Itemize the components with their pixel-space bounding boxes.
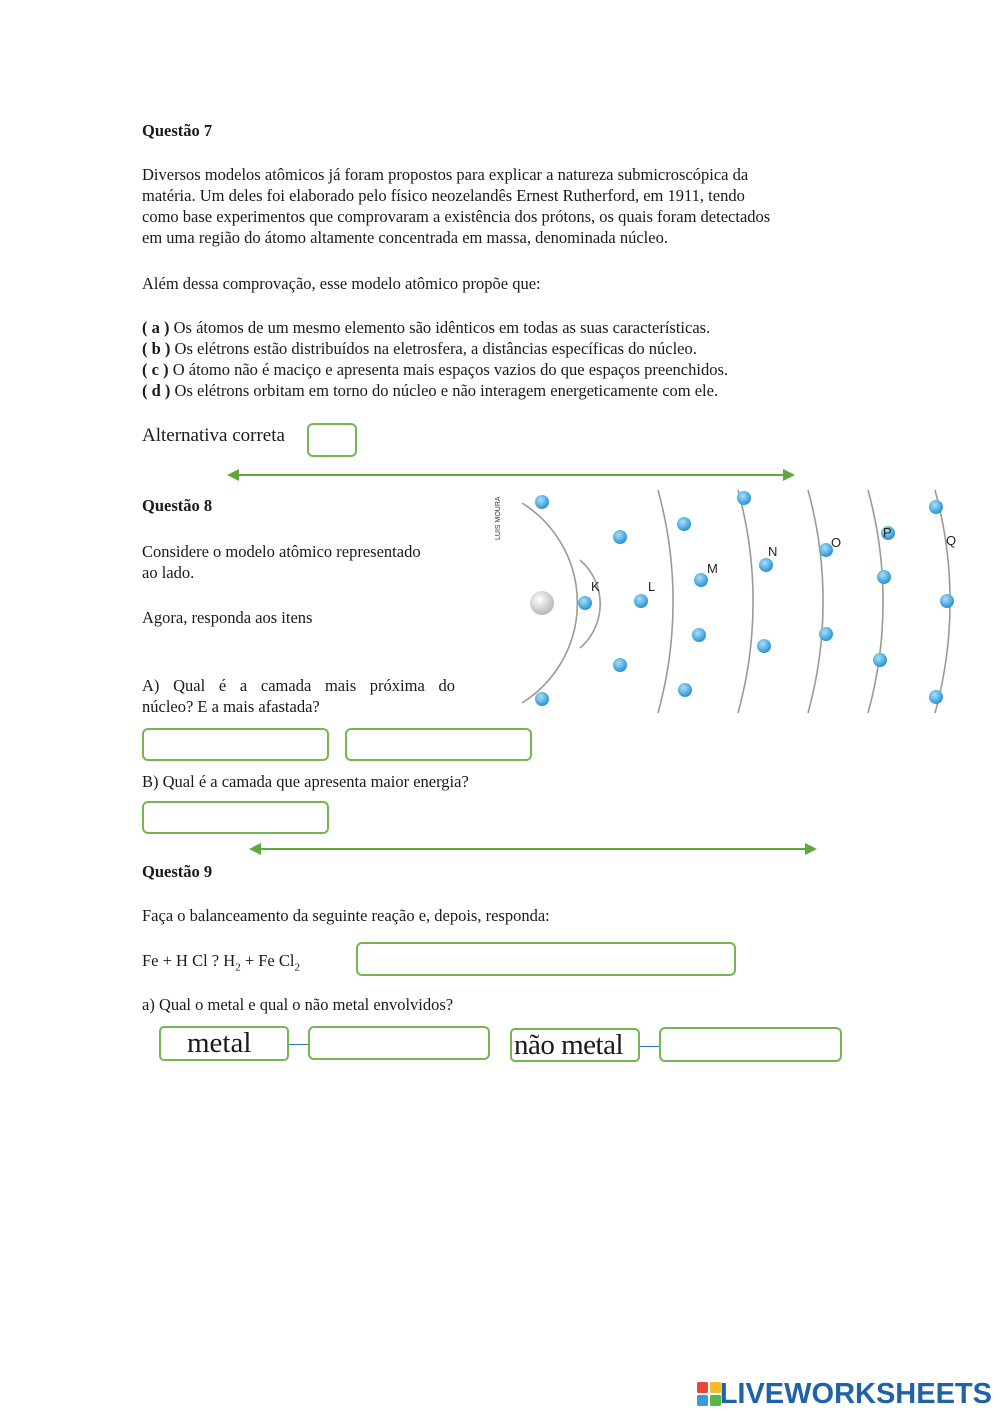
shell-label-k: K — [591, 579, 600, 594]
arrow-right-icon — [805, 843, 817, 855]
shell-label-l: L — [648, 579, 656, 594]
shell-p-orbit — [868, 490, 883, 713]
reaction-subscript: 2 — [294, 961, 300, 974]
electron — [873, 653, 887, 667]
option-d — [142, 380, 728, 401]
q7-paragraph-line: Diversos modelos atômicos já foram propostos para explicar a natureza submicroscópica da — [142, 165, 749, 184]
q8-question-a-line: A) Qual é a camada mais próxima do — [142, 676, 455, 695]
option-text: Os elétrons estão distribuídos na eletrosfera, a distâncias específicas do núcleo. — [170, 339, 697, 358]
q7-paragraph-line: em uma região do átomo altamente concentrada em massa, denominada núcleo. — [142, 228, 668, 247]
electron — [578, 596, 592, 610]
shell-label-q: Q — [946, 533, 957, 548]
shell-n-orbit — [738, 490, 753, 713]
option-text: Os elétrons orbitam em torno do núcleo e não interagem energeticamente com ele. — [170, 381, 719, 400]
option-letter: ( a ) — [142, 318, 170, 337]
q8-farthest-shell-input[interactable] — [345, 728, 532, 761]
answer-label: Alternativa correta — [142, 425, 285, 446]
section-divider — [238, 474, 784, 476]
arrow-right-icon — [783, 469, 795, 481]
option-b — [142, 338, 728, 359]
electron — [694, 573, 708, 587]
reaction-subscript: 2 — [235, 961, 241, 974]
option-a — [142, 317, 728, 338]
electron — [678, 683, 692, 697]
connector-line — [289, 1044, 309, 1045]
metal-input[interactable] — [308, 1026, 490, 1060]
liveworksheets-logo-icon — [697, 1382, 721, 1406]
q8-highest-energy-input[interactable] — [142, 801, 329, 834]
q7-lead: Além dessa comprovação, esse modelo atômico propõe que: — [142, 274, 541, 293]
electron — [692, 628, 706, 642]
arrow-left-icon — [227, 469, 239, 481]
q8-intro-line: ao lado. — [142, 563, 195, 582]
reaction-part: + Fe Cl — [240, 951, 295, 970]
q9-question-a: a) Qual o metal e qual o não metal envolvidos? — [142, 995, 454, 1014]
q9-reaction — [142, 950, 300, 978]
connector-line — [640, 1046, 660, 1047]
nonmetal-input[interactable] — [659, 1027, 842, 1062]
q8-question-b: B) Qual é a camada que apresenta maior energia? — [142, 772, 469, 791]
electron — [940, 594, 954, 608]
metal-label: metal — [159, 1026, 289, 1061]
q7-paragraph-line: como base experimentos que comprovaram a existência dos prótons, os quais foram detectados — [142, 207, 771, 226]
arrow-left-icon — [249, 843, 261, 855]
electron — [535, 692, 549, 706]
q9-balance-input[interactable] — [356, 942, 736, 976]
section-divider — [260, 848, 806, 850]
q8-prompt: Agora, responda aos itens — [142, 608, 313, 627]
q8-title: Questão 8 — [142, 496, 213, 515]
option-text: Os átomos de um mesmo elemento são idênticos em todas as suas características. — [169, 318, 711, 337]
q9-title: Questão 9 — [142, 862, 213, 881]
electron — [613, 658, 627, 672]
q8-intro-line: Considere o modelo atômico representado — [142, 542, 421, 561]
option-letter: ( b ) — [142, 339, 171, 358]
q8-closest-shell-input[interactable] — [142, 728, 329, 761]
electron — [613, 530, 627, 544]
shell-label-n: N — [768, 544, 778, 559]
atomic-model-diagram — [490, 485, 960, 715]
shell-label-p: P — [883, 525, 892, 540]
liveworksheets-brand[interactable]: LIVEWORKSHEETS — [719, 1378, 992, 1410]
electron — [757, 639, 771, 653]
q8-question-a-line: núcleo? E a mais afastada? — [142, 697, 320, 716]
q8-question-a — [142, 675, 455, 717]
q7-title: Questão 7 — [142, 121, 213, 140]
shell-o-orbit — [808, 490, 823, 713]
q9-lead: Faça o balanceamento da seguinte reação e, depois, responda: — [142, 906, 550, 925]
q8-intro — [142, 541, 421, 583]
q7-answer-input[interactable] — [307, 423, 357, 457]
shell-label-m: M — [707, 561, 718, 576]
electron — [737, 491, 751, 505]
electron — [929, 690, 943, 704]
diagram-credit: LUIS MOURA — [495, 496, 502, 540]
electron — [929, 500, 943, 514]
electron — [535, 495, 549, 509]
electron — [819, 627, 833, 641]
electron — [877, 570, 891, 584]
shell-m-orbit — [658, 490, 673, 713]
option-text: O átomo não é maciço e apresenta mais espaços vazios do que espaços preenchidos. — [168, 360, 728, 379]
q7-paragraph-line: matéria. Um deles foi elaborado pelo físico neozelandês Ernest Rutherford, em 1911, tendo — [142, 186, 745, 205]
electron — [634, 594, 648, 608]
reaction-part: Fe + H Cl ? H — [142, 951, 236, 970]
electron — [677, 517, 691, 531]
option-c — [142, 359, 728, 380]
electron — [759, 558, 773, 572]
q7-options — [142, 317, 728, 401]
option-letter: ( d ) — [142, 381, 171, 400]
nucleus — [530, 591, 554, 615]
nonmetal-label: não metal — [510, 1028, 640, 1062]
shell-label-o: O — [831, 535, 842, 550]
option-letter: ( c ) — [142, 360, 169, 379]
q7-paragraph — [142, 164, 852, 248]
